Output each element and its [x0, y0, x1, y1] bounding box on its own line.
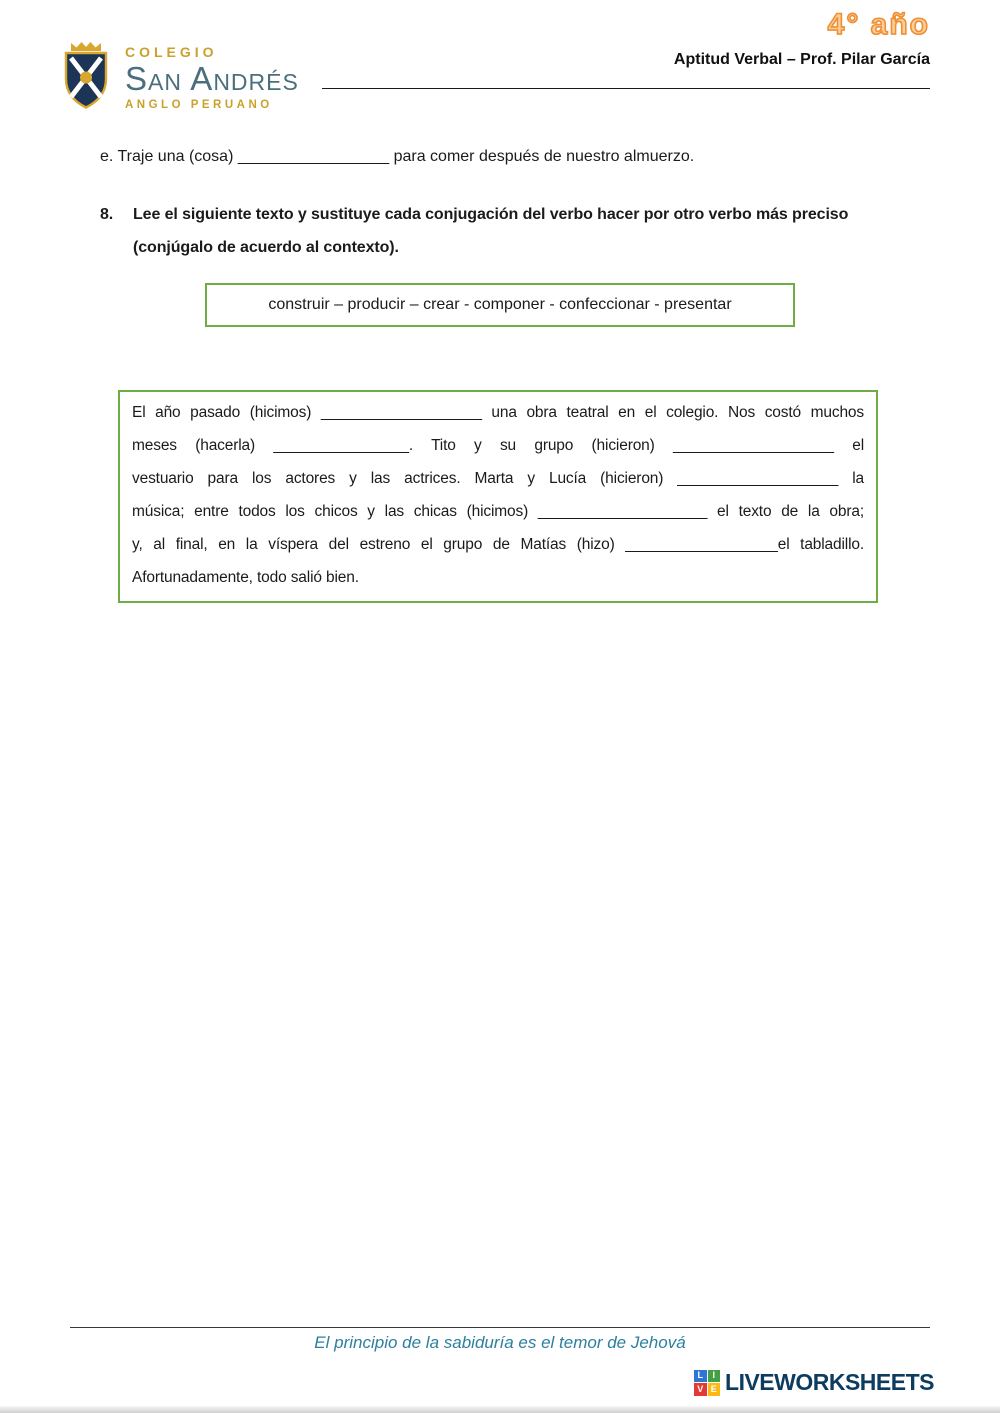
school-logo [62, 40, 299, 111]
exercise-text-line [132, 528, 864, 561]
question-text [133, 198, 848, 264]
school-label: COLEGIO [125, 44, 218, 60]
text-segment: vestuario para los actores y las actrices. Marta y Lucía (hicieron) [132, 470, 678, 487]
text-segment: una obra teatral en el colegio. Nos costó muchos [481, 404, 864, 421]
question-text-line2: (conjúgalo de acuerdo al contexto). [133, 239, 399, 256]
school-name: San Andrés [125, 60, 299, 97]
exercise-text-line [132, 462, 864, 495]
exercise-text-box [118, 390, 878, 603]
exercise-e-line [100, 148, 900, 166]
text-segment: y, al final, en la víspera del estreno el grupo de Matías (hizo) [132, 536, 626, 553]
text-segment: el texto de la obra; [707, 503, 865, 520]
icon-square-l: L [694, 1370, 707, 1383]
icon-square-v: V [694, 1383, 707, 1396]
header-right-block [674, 8, 930, 69]
liveworksheets-icon [694, 1370, 720, 1396]
text-segment: música; entre todos los chicos y las chicas (hicimos) [132, 503, 538, 520]
answer-blank[interactable]: _________________ [237, 148, 390, 165]
school-subtitle: ANGLO PERUANO [125, 99, 273, 112]
icon-square-e: E [708, 1383, 721, 1396]
question-number: 8. [100, 206, 114, 223]
question-text-line1: Lee el siguiente texto y sustituye cada conjugación del verbo hacer por otro verbo más preciso [133, 206, 849, 223]
icon-square-i: I [708, 1370, 721, 1383]
text-segment: e. Traje una (cosa) [100, 148, 238, 165]
text-segment: para comer después de nuestro almuerzo. [389, 148, 695, 165]
text-segment: el [833, 437, 864, 454]
answer-blank[interactable]: ____________________ [537, 503, 708, 520]
text-segment: . Tito y su grupo (hicieron) [408, 437, 673, 454]
exercise-text-line [132, 429, 864, 462]
text-segment: meses (hacerla) [132, 437, 274, 454]
answer-blank[interactable]: ___________________ [677, 470, 839, 487]
liveworksheets-logo[interactable] [694, 1369, 934, 1396]
word-bank-box [205, 283, 795, 327]
answer-blank[interactable]: ___________________ [320, 404, 482, 421]
word-bank-text: construir – producir – crear - componer - confeccionar - presentar [268, 296, 732, 313]
grade-badge: 4° año [827, 8, 930, 41]
footer-quote: El principio de la sabiduría es el temor de Jehová [314, 1333, 686, 1352]
liveworksheets-wordmark: LIVEWORKSHEETS [725, 1369, 934, 1395]
question-8 [100, 198, 886, 264]
text-segment: el tabladillo. [777, 536, 864, 553]
text-segment: El año pasado (hicimos) [132, 404, 321, 421]
text-segment: Afortunadamente, todo salió bien. [132, 569, 359, 586]
exercise-text-line [132, 495, 864, 528]
answer-blank[interactable]: ___________________ [672, 437, 834, 454]
footer-divider [70, 1327, 930, 1328]
school-crest-icon [62, 40, 110, 110]
text-segment: la [838, 470, 864, 487]
header-divider [322, 88, 930, 89]
school-name-block [125, 40, 299, 111]
answer-blank[interactable]: __________________ [625, 536, 778, 553]
course-title: Aptitud Verbal – Prof. Pilar García [673, 51, 930, 68]
page-bottom-edge [0, 1406, 1000, 1413]
exercise-text-line [132, 396, 864, 429]
answer-blank[interactable]: ________________ [273, 437, 409, 454]
exercise-text-line [132, 561, 864, 594]
